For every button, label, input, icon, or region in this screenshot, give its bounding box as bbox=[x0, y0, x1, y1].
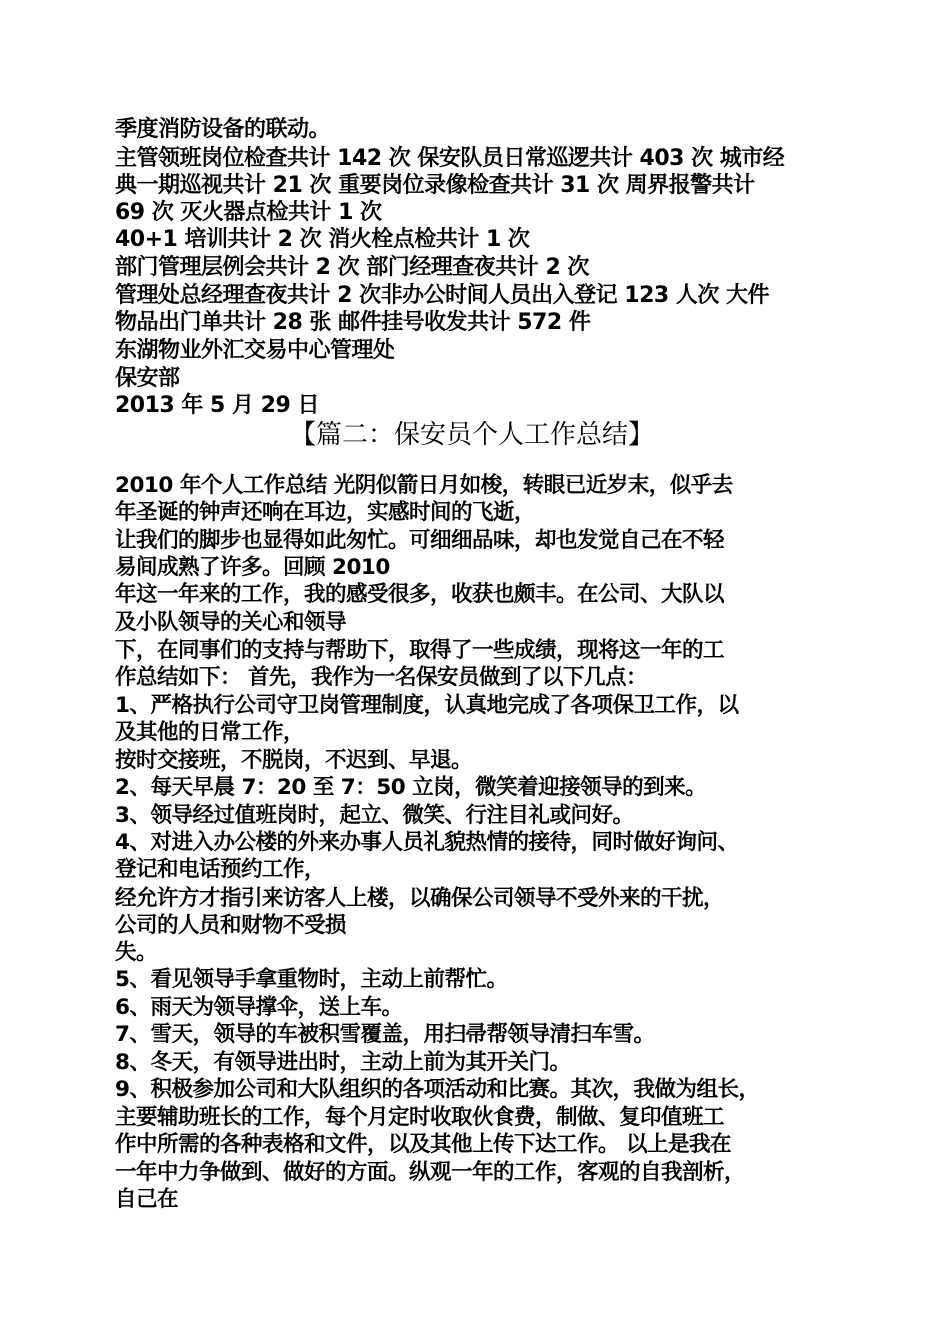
text-line: 公司的人员和财物不受损 bbox=[115, 913, 347, 938]
document-date: 2013 年 5 月 29 日 bbox=[115, 393, 319, 418]
text-line: 自己在 bbox=[115, 1187, 179, 1212]
text-line: 登记和电话预约工作， bbox=[115, 857, 326, 882]
text-line: 6、雨天为领导撑伞，送上车。 bbox=[115, 995, 403, 1020]
text-line: 3、领导经过值班岗时，起立、微笑、行注目礼或问好。 bbox=[115, 803, 634, 828]
text-line: 及其他的日常工作， bbox=[115, 720, 305, 745]
text-line: 40+1 培训共计 2 次 消火栓点检共计 1 次 bbox=[115, 227, 530, 252]
department-name: 保安部 bbox=[115, 366, 180, 391]
text-line: 主管领班岗位检查共计 142 次 保安队员日常巡逻共计 403 次 城市经 bbox=[115, 146, 785, 171]
text-line: 典一期巡视共计 21 次 重要岗位录像检查共计 31 次 周界报警共计 bbox=[115, 173, 755, 198]
section-title: 【篇二：保安员个人工作总结】 bbox=[290, 420, 655, 450]
text-line: 4、对进入办公楼的外来办事人员礼貌热情的接待，同时做好询问、 bbox=[115, 830, 739, 855]
text-line: 物品出门单共计 28 张 邮件挂号收发共计 572 件 bbox=[115, 310, 591, 335]
text-line: 让我们的脚步也显得如此匆忙。可细细品味，却也发觉自己在不轻 bbox=[115, 528, 725, 553]
text-line: 部门管理层例会共计 2 次 部门经理查夜共计 2 次 bbox=[115, 255, 589, 280]
text-line: 失。 bbox=[115, 940, 158, 965]
text-line: 7、雪天，领导的车被积雪覆盖，用扫帚帮领导清扫车雪。 bbox=[115, 1022, 655, 1047]
text-line: 季度消防设备的联动。 bbox=[115, 117, 331, 142]
text-line: 8、冬天，有领导进出时，主动上前为其开关门。 bbox=[115, 1050, 571, 1075]
text-line: 年这一年来的工作，我的感受很多，收获也颇丰。在公司、大队以 bbox=[115, 582, 725, 607]
text-line: 主要辅助班长的工作，每个月定时收取伙食费，制做、复印值班工 bbox=[115, 1105, 725, 1130]
text-line: 年圣诞的钟声还响在耳边，实感时间的飞逝， bbox=[115, 500, 536, 525]
text-line: 9、积极参加公司和大队组织的各项活动和比赛。其次，我做为组长， bbox=[115, 1077, 760, 1102]
text-line: 作总结如下： 首先，我作为一名保安员做到了以下几点： bbox=[115, 665, 647, 690]
text-line: 易间成熟了许多。回顾 2010 bbox=[115, 555, 390, 580]
text-line: 69 次 灭火器点检共计 1 次 bbox=[115, 200, 382, 225]
text-line: 按时交接班，不脱岗，不迟到、早退。 bbox=[115, 748, 473, 773]
text-line: 1、严格执行公司守卫岗管理制度，认真地完成了各项保卫工作，以 bbox=[115, 693, 739, 718]
text-line: 作中所需的各种表格和文件，以及其他上传下达工作。 以上是我在 bbox=[115, 1132, 731, 1157]
text-line: 管理处总经理查夜共计 2 次非办公时间人员出入登记 123 人次 大件 bbox=[115, 283, 770, 308]
text-line: 经允许方才指引来访客人上楼，以确保公司领导不受外来的干扰， bbox=[115, 886, 725, 911]
text-line: 2、每天早晨 7：20 至 7：50 立岗，微笑着迎接领导的到来。 bbox=[115, 775, 707, 800]
text-line: 下，在同事们的支持与帮助下，取得了一些成绩，现将这一年的工 bbox=[115, 638, 725, 663]
text-line: 2010 年个人工作总结 光阴似箭日月如梭，转眼已近岁末，似乎去 bbox=[115, 473, 733, 498]
text-line: 一年中力争做到、做好的方面。纵观一年的工作，客观的自我剖析， bbox=[115, 1160, 746, 1185]
text-line: 及小队领导的关心和领导 bbox=[115, 610, 347, 635]
text-line: 5、看见领导手拿重物时，主动上前帮忙。 bbox=[115, 967, 508, 992]
organization-name: 东湖物业外汇交易中心管理处 bbox=[115, 338, 395, 363]
